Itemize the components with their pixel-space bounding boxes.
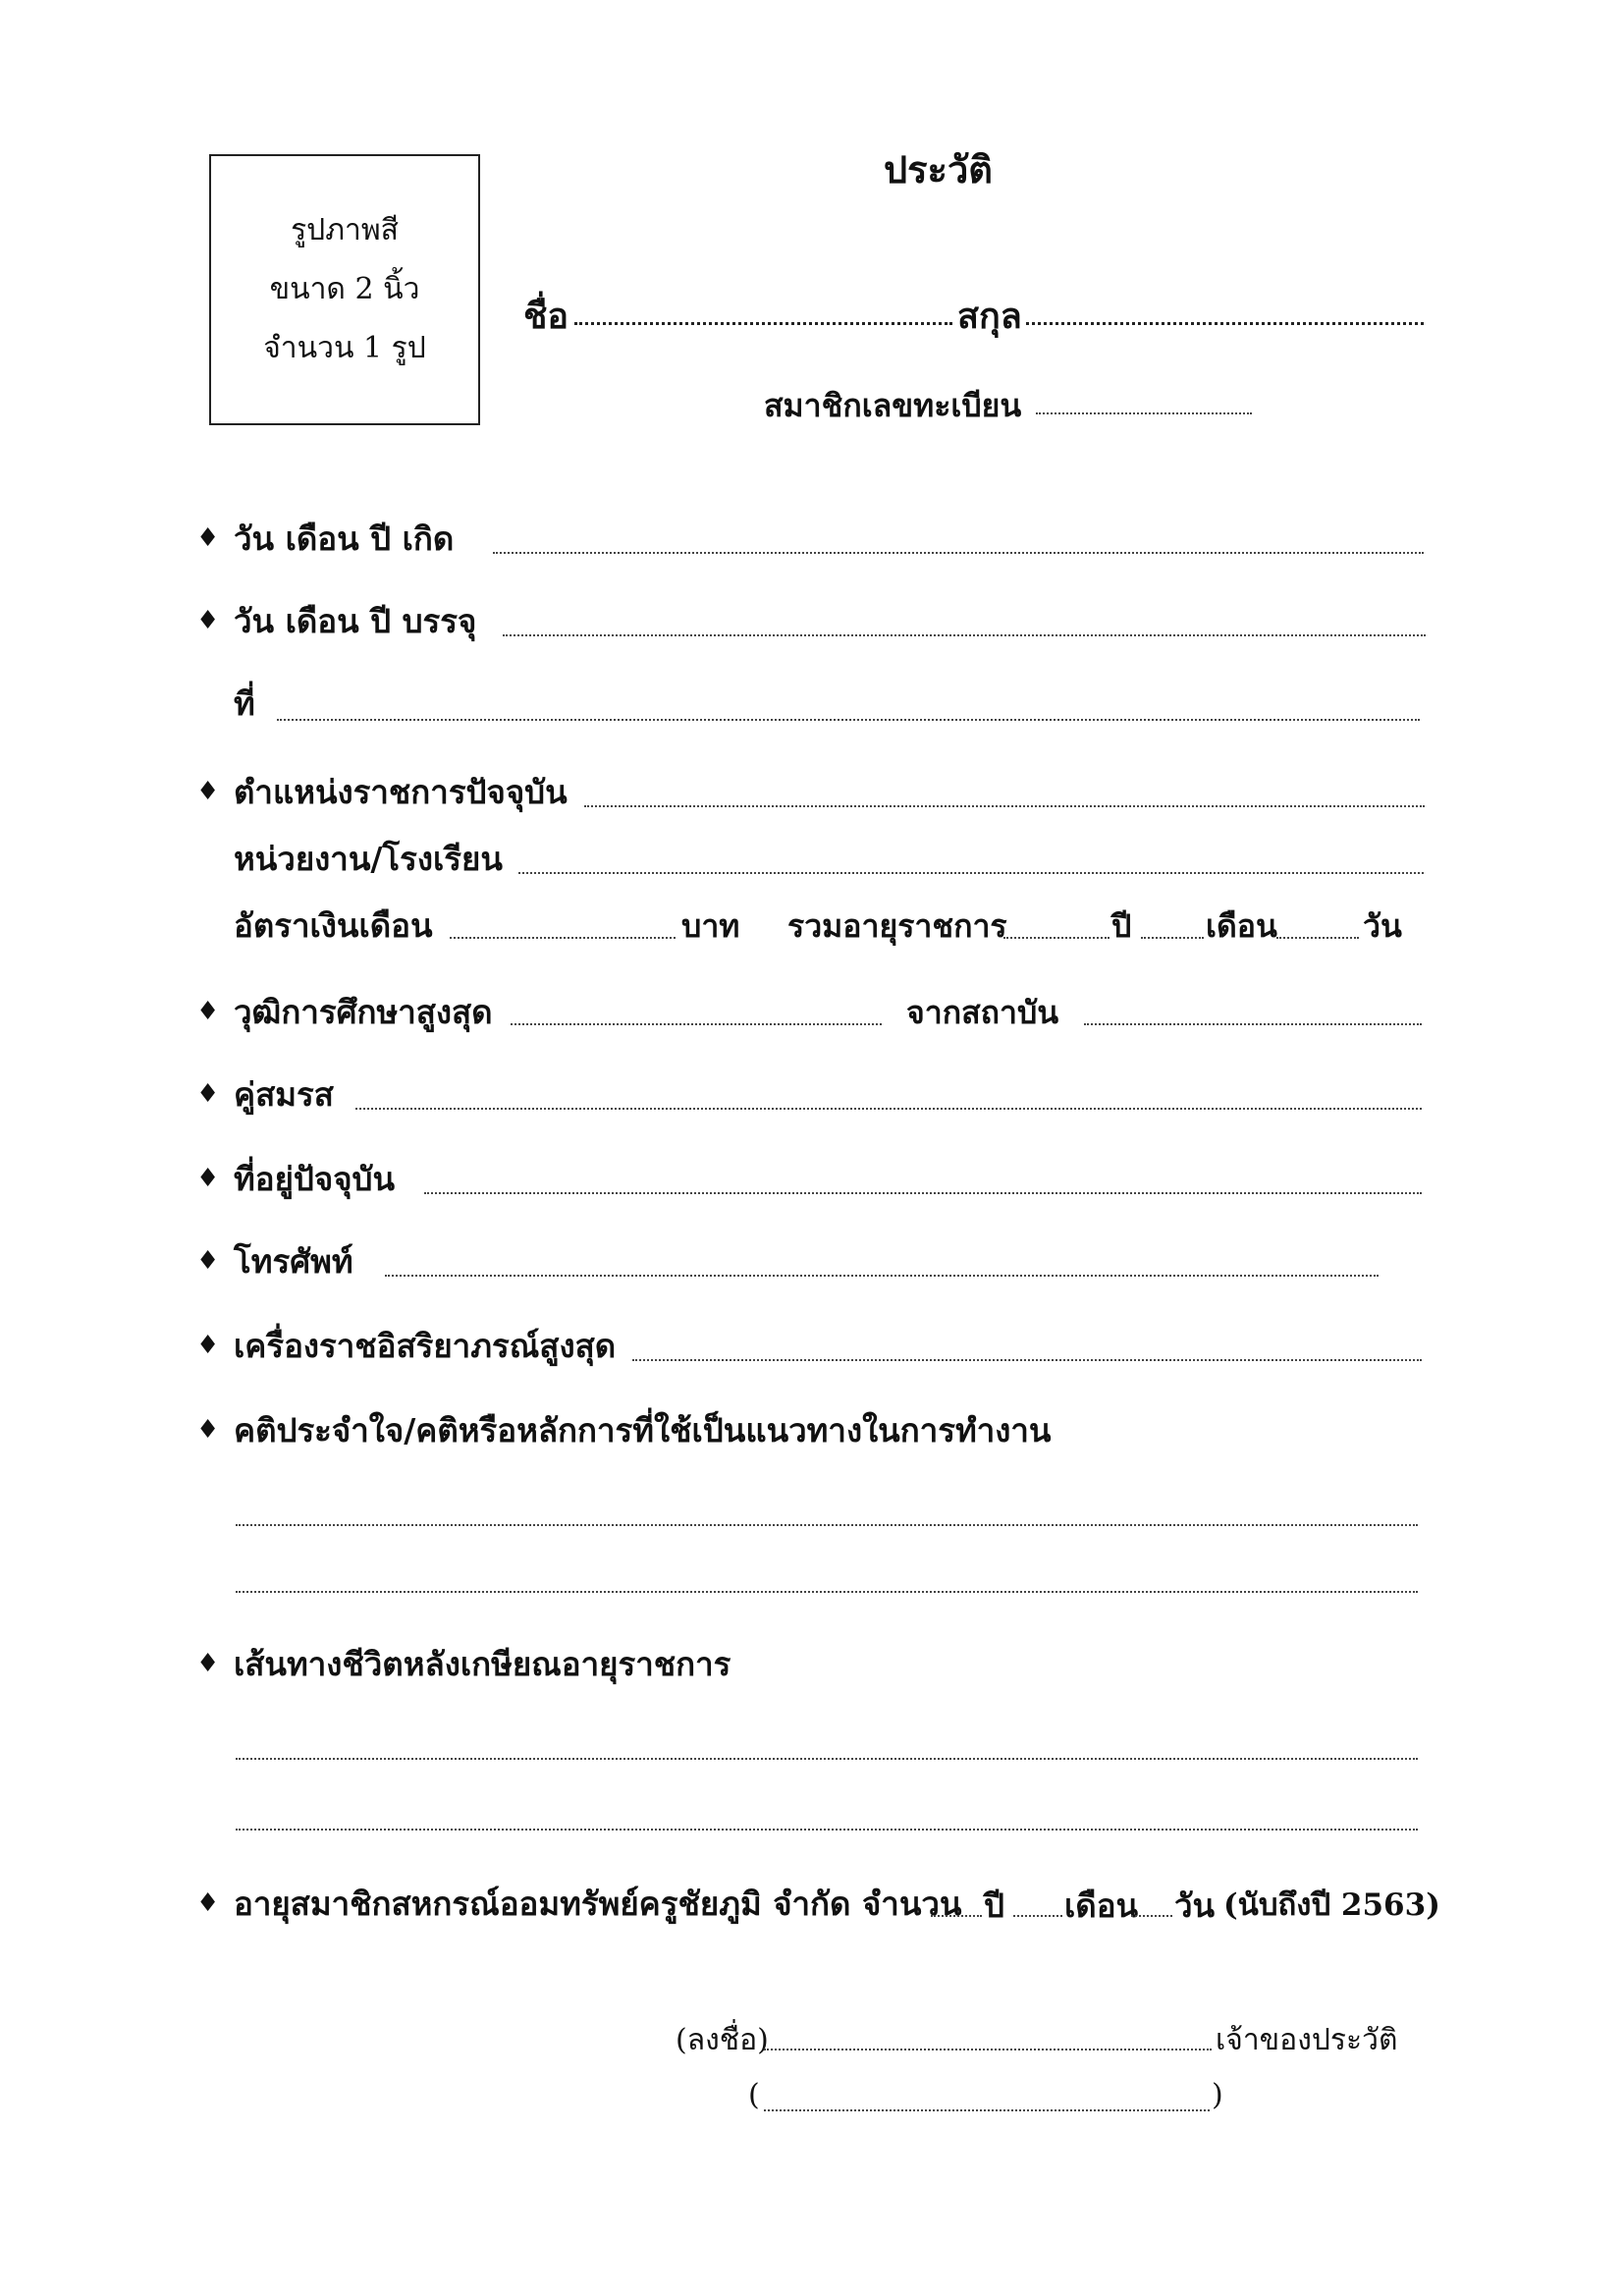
printed-name-open-paren: ( [748, 2078, 760, 2112]
row-membership [196, 1878, 961, 1930]
row-after-retirement [196, 1638, 731, 1690]
institution-field[interactable] [1084, 1023, 1422, 1025]
bullet-icon: ♦ [196, 606, 220, 635]
service-day-label: วัน [1363, 907, 1402, 945]
decoration-label: เครื่องราชอิสริยาภรณ์สูงสุด [234, 1327, 617, 1365]
membership-day-field[interactable] [1131, 1915, 1172, 1917]
baht-label: บาท [681, 907, 740, 945]
after-retirement-label: เส้นทางชีวิตหลังเกษียณอายุราชการ [234, 1645, 731, 1683]
education-field[interactable] [511, 1023, 882, 1025]
signature-prefix: (ลงชื่อ) [676, 2023, 769, 2057]
membership-month-field[interactable] [1013, 1915, 1062, 1917]
member-no-field[interactable] [1036, 412, 1252, 414]
spouse-field[interactable] [355, 1108, 1422, 1110]
agency-field[interactable] [518, 872, 1424, 874]
membership-day-label: วัน [1174, 1886, 1216, 1925]
after-retirement-field-line-2[interactable] [236, 1829, 1418, 1831]
row-education [196, 986, 493, 1038]
birth-date-field[interactable] [493, 552, 1424, 554]
page-title: ประวัติ [884, 147, 993, 191]
service-day-field[interactable] [1276, 937, 1359, 939]
membership-note: (นับถึงปี 2563) [1223, 1887, 1440, 1923]
photo-line-3: จำนวน 1 รูป [263, 331, 426, 365]
appointment-place-label: ที่ [234, 684, 255, 723]
photo-line-1: รูปภาพสี [291, 213, 399, 247]
membership-year-label: ปี [984, 1886, 1004, 1925]
institution-label: จากสถาบัน [906, 994, 1059, 1031]
photo-placeholder-box [209, 154, 480, 425]
bullet-icon: ♦ [196, 523, 220, 553]
appointment-date-field[interactable] [503, 634, 1426, 636]
printed-name-field[interactable] [764, 2109, 1210, 2111]
bullet-icon: ♦ [196, 1415, 220, 1445]
bullet-icon: ♦ [196, 1649, 220, 1678]
motto-field-line-1[interactable] [236, 1524, 1418, 1526]
signature-field[interactable] [764, 2049, 1212, 2050]
printed-name-close-paren: ) [1212, 2078, 1223, 2112]
bullet-icon: ♦ [196, 1331, 220, 1360]
bullet-icon: ♦ [196, 997, 220, 1026]
row-spouse [196, 1068, 334, 1121]
row-birth-date [196, 513, 454, 565]
agency-label: หน่วยงาน/โรงเรียน [234, 840, 503, 878]
decoration-field[interactable] [632, 1359, 1422, 1361]
service-year-label: ปี [1111, 907, 1132, 945]
position-label: ตำแหน่งราชการปัจจุบัน [234, 773, 568, 811]
bullet-icon: ♦ [196, 1079, 220, 1109]
membership-year-field[interactable] [931, 1915, 982, 1917]
phone-label: โทรศัพท์ [234, 1242, 353, 1281]
row-salary [234, 900, 433, 952]
service-year-field[interactable] [1003, 937, 1110, 939]
bullet-icon: ♦ [196, 1888, 220, 1918]
address-label: ที่อยู่ปัจจุบัน [234, 1160, 396, 1198]
education-label: วุฒิการศึกษาสูงสุด [234, 993, 493, 1031]
service-month-field[interactable] [1141, 937, 1204, 939]
appointment-date-label: วัน เดือน ปี บรรจุ [234, 602, 477, 640]
bullet-icon: ♦ [196, 777, 220, 806]
row-address [196, 1153, 395, 1205]
position-field[interactable] [584, 805, 1425, 807]
name-field[interactable] [574, 322, 952, 325]
motto-field-line-2[interactable] [236, 1591, 1418, 1593]
bullet-icon: ♦ [196, 1246, 220, 1276]
service-month-label: เดือน [1206, 907, 1277, 945]
salary-label: อัตราเงินเดือน [234, 906, 433, 945]
row-appointment-date [196, 595, 476, 647]
surname-field[interactable] [1026, 322, 1424, 325]
row-agency [234, 833, 503, 885]
membership-month-label: เดือน [1064, 1886, 1139, 1925]
phone-field[interactable] [385, 1275, 1379, 1277]
member-no-label: สมาชิกเลขทะเบียน [764, 387, 1022, 424]
name-label: ชื่อ [523, 296, 569, 337]
spouse-label: คู่สมรส [234, 1075, 334, 1114]
salary-field[interactable] [450, 937, 676, 939]
surname-label: สกุล [957, 296, 1022, 337]
membership-label: อายุสมาชิกสหกรณ์ออมทรัพย์ครูชัยภูมิ จำกัด จำนวน [234, 1885, 962, 1923]
signature-owner-suffix: เจ้าของประวัติ [1216, 2023, 1398, 2057]
row-motto [196, 1404, 1051, 1456]
row-decoration [196, 1320, 616, 1372]
service-total-label: รวมอายุราชการ [787, 907, 1007, 945]
birth-date-label: วัน เดือน ปี เกิด [234, 519, 455, 558]
bullet-icon: ♦ [196, 1164, 220, 1193]
photo-line-2: ขนาด 2 นิ้ว [269, 272, 420, 306]
row-position [196, 766, 568, 818]
appointment-place-field[interactable] [277, 719, 1420, 721]
row-appointment-place [234, 678, 255, 730]
after-retirement-field-line-1[interactable] [236, 1758, 1418, 1760]
address-field[interactable] [424, 1192, 1422, 1194]
motto-label: คติประจำใจ/คติหรือหลักการที่ใช้เป็นแนวทางในการทำงาน [234, 1411, 1052, 1449]
row-phone [196, 1235, 353, 1287]
